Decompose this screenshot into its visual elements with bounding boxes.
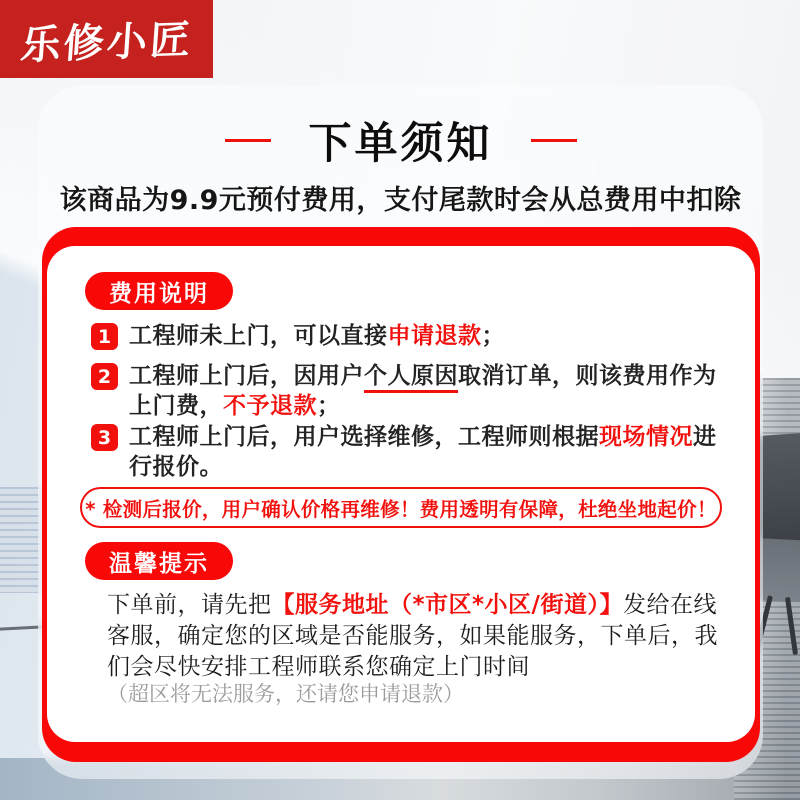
fee-rule-item [91, 321, 721, 351]
item-number-badge: 1 [91, 323, 118, 350]
service-area-tip [107, 590, 721, 683]
item-number-badge: 3 [91, 424, 118, 451]
tip-address-highlight: 【服务地址（*市区*小区/街道）】 [271, 592, 623, 618]
notice-card [42, 227, 760, 762]
title-dash-right [531, 139, 577, 142]
rule-text: 工程师未上门，可以直接 [129, 323, 388, 349]
price-guarantee-text: * 检测后报价，用户确认价格再维修！费用透明有保障，杜绝坐地起价！ [85, 497, 717, 521]
rule-text: 工程师上门后，因用户 [129, 363, 364, 389]
fee-rule-item [91, 361, 721, 421]
rule-text: 取消订单，则该费用作为上门费， [129, 363, 717, 419]
title-row [38, 112, 763, 168]
rule-text: 工程师上门后，用户选择维修，工程师则根据 [129, 424, 599, 450]
notice-card-inner [47, 246, 755, 742]
rule-underlined: 个人原因 [364, 363, 458, 393]
price-guarantee-pill [80, 487, 722, 528]
tips-section-badge [85, 542, 233, 580]
rule-text: ； [481, 323, 505, 349]
rule-highlight: 申请退款 [387, 323, 482, 349]
item-number-badge: 2 [91, 363, 118, 390]
fee-section-badge [85, 272, 233, 310]
fee-rule-item [91, 422, 721, 482]
title-dash-left [225, 139, 271, 142]
fee-rule-text [129, 422, 721, 482]
brand-logo [0, 0, 213, 78]
rule-text: ； [317, 393, 341, 419]
rule-highlight: 现场情况 [599, 424, 693, 450]
out-of-area-note: （超区将无法服务，还请您申请退款） [107, 682, 464, 706]
prepay-subtitle: 该商品为9.9元预付费用，支付尾款时会从总费用中扣除 [59, 185, 742, 216]
chair-leg [785, 597, 798, 655]
fee-rule-text [129, 321, 721, 351]
tip-text: 发给在线客服，确定您的区域是否能服务，如果能服务，下单后，我们会尽快安排工程师联系您确定上门时间 [107, 592, 718, 680]
fee-section-badge-label: 费用说明 [109, 280, 209, 307]
page-title: 下单须知 [308, 118, 493, 169]
tips-section-badge-label: 温馨提示 [109, 550, 209, 577]
tip-text: 下单前，请先把 [107, 592, 272, 618]
rule-text: 进行报价。 [129, 424, 717, 480]
brand-logo-text: 乐修小匠 [18, 16, 195, 69]
rule-highlight: 不予退款 [223, 393, 317, 419]
fee-rule-text [129, 361, 721, 421]
